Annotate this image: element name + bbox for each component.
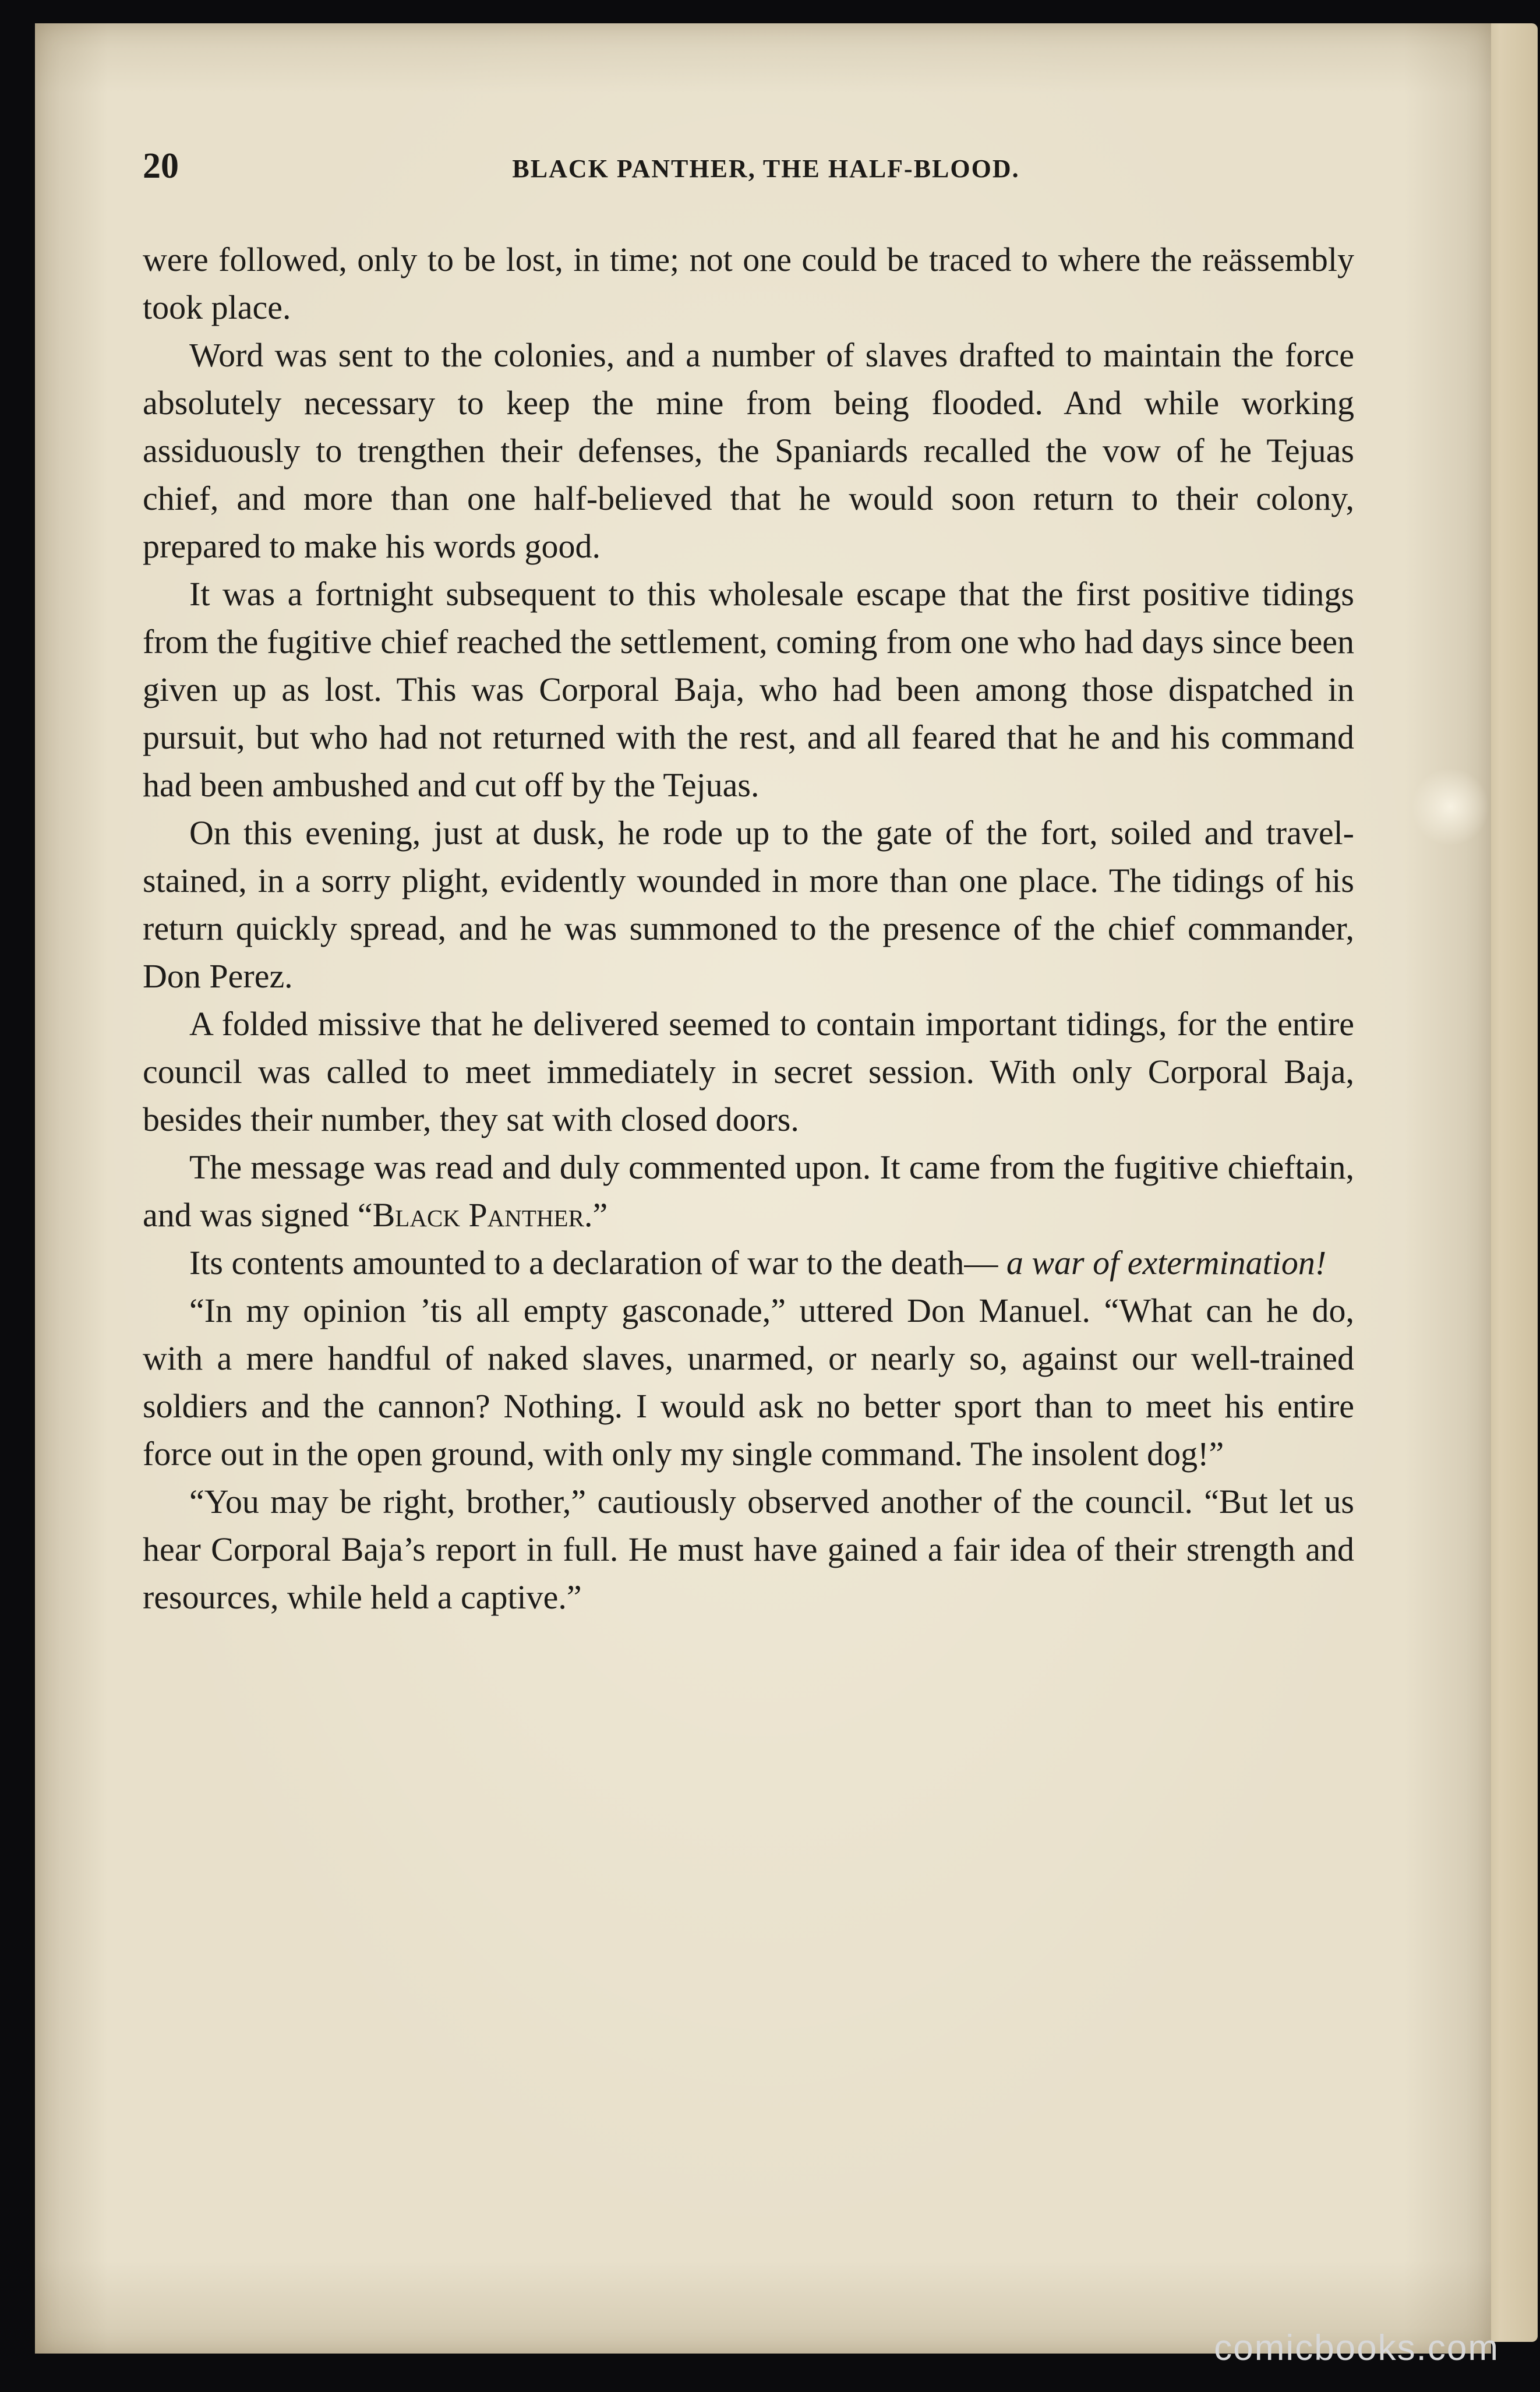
paragraph-1: were followed, only to be lost, in time; not one could be traced to where the reässembly took place. [143, 241, 1354, 326]
paragraph-5: A folded missive that he delivered seemed to contain important tidings, for the entire council was called to meet immediately in secret session. With only Corporal Baja, besides their number, they sat with closed doors. [143, 1005, 1354, 1138]
paragraph-2: Word was sent to the colonies, and a number of slaves drafted to maintain the force absolutely necessary to keep the mine from being flooded. And while working assiduously to trengthen their defenses, the Spaniards recalled the vow of he Tejuas chief, and more than one half-believed that he would soon return to their colony, prepared to make his words good. [143, 336, 1354, 565]
paragraph-6-end: .” [584, 1196, 608, 1234]
paragraph-7 [143, 1239, 1354, 1287]
signature-black-panther: Black Panther [372, 1196, 584, 1234]
paragraph-6-text: The message was read and duly commented upon. It came from the fugitive chieftain, and was signed “ [143, 1148, 1354, 1234]
war-of-extermination: a war of extermination! [1006, 1244, 1327, 1282]
paragraph-7-text: Its contents amounted to a declaration of war to the death— [189, 1244, 998, 1282]
body-text [143, 236, 1354, 1621]
running-title: BLACK PANTHER, THE HALF-BLOOD. [512, 154, 1020, 183]
paragraph-4: On this evening, just at dusk, he rode up to the gate of the fort, soiled and travel-stained, in a sorry plight, evidently wounded in more than one place. The tidings of his return quickly spread, and he was summoned to the presence of the chief commander, Don Perez. [143, 814, 1354, 995]
paragraph-8: “In my opinion ’tis all empty gasconade,” uttered Don Manuel. “What can he do, with a mere handful of naked slaves, unarmed, or nearly so, against our well-trained soldiers and the cannon? Nothing. I would ask no better sport than to meet his entire force out in the open ground, with only my single command. The insolent dog!” [143, 1292, 1354, 1473]
paragraph-3: It was a fortnight subsequent to this wholesale escape that the first positive tidings from the fugitive chief reached the settlement, coming from one who had days since been given up as lost. This was Corporal Baja, who had been among those dispatched in pursuit, but who had not returned with the rest, and all feared that he and his command had been ambushed and cut off by the Tejuas. [143, 575, 1354, 804]
paragraph-9: “You may be right, brother,” cautiously observed another of the council. “But let us hear Corporal Baja’s report in full. He must have gained a fair idea of their strength and resources, while held a captive.” [143, 1483, 1354, 1616]
page-number: 20 [143, 146, 179, 186]
paper-stain [1410, 769, 1491, 845]
paragraph-6 [143, 1144, 1354, 1239]
site-watermark: comicbooks.com [1214, 2328, 1499, 2368]
page-header [143, 146, 1354, 192]
